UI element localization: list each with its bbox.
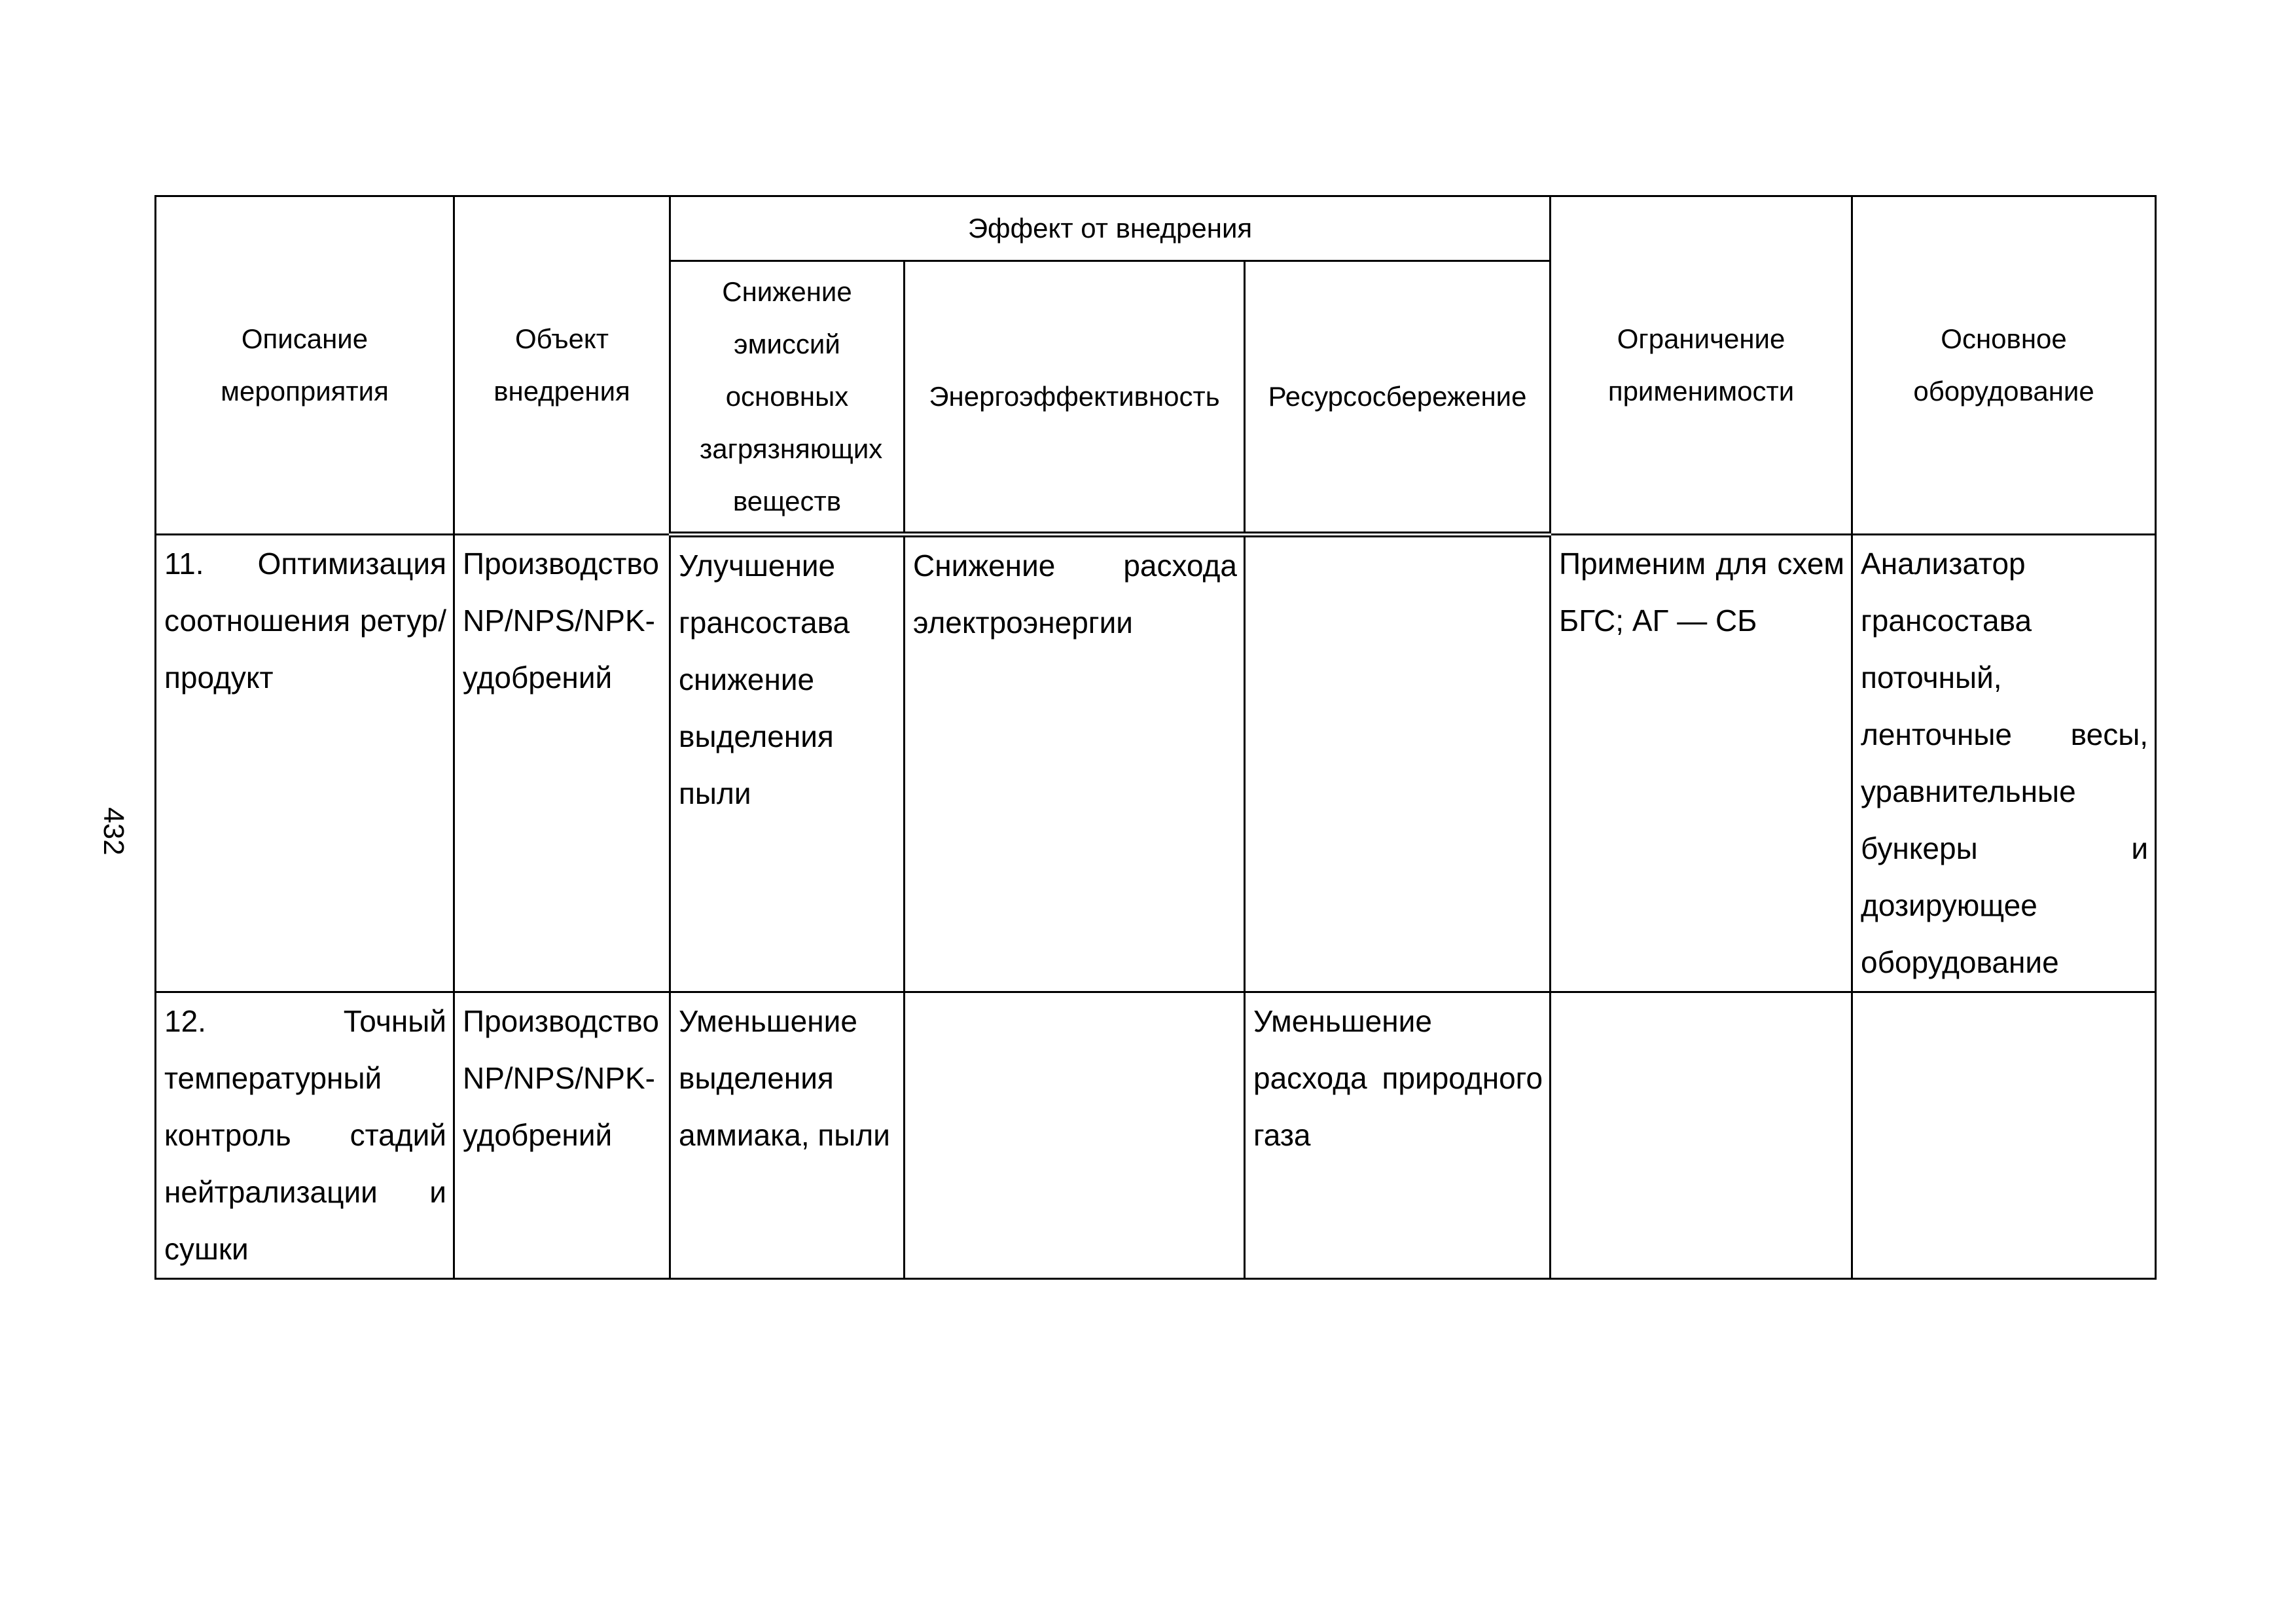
header-energy: Энергоэффективность bbox=[905, 261, 1245, 535]
table-row bbox=[156, 992, 2156, 1279]
header-effect-group: Эффект от внедрения bbox=[670, 196, 1551, 261]
cell-emissions: Уменьшение выделения аммиака, пыли bbox=[670, 992, 905, 1279]
measures-table bbox=[154, 195, 2157, 1280]
cell-resources: Уменьшение расхода природного газа bbox=[1245, 992, 1551, 1279]
header-object: Объект внедрения bbox=[454, 196, 670, 535]
cell-resources bbox=[1245, 535, 1551, 992]
cell-object: Производство NP/NPS/NPK-удобрений bbox=[454, 535, 670, 992]
cell-limitations bbox=[1551, 992, 1852, 1279]
cell-emissions: Улучшение грансостава снижение выделения пыли bbox=[670, 535, 905, 992]
page-number: 432 bbox=[98, 807, 130, 856]
header-equipment: Основное оборудование bbox=[1852, 196, 2156, 535]
cell-description: 11. Оптимизация соотношения ретур/продукт bbox=[156, 535, 454, 992]
cell-equipment bbox=[1852, 992, 2156, 1279]
cell-limitations: Применим для схем БГС; АГ — СБ bbox=[1551, 535, 1852, 992]
table-row bbox=[156, 535, 2156, 992]
cell-energy bbox=[905, 992, 1245, 1279]
cell-description: 12. Точный температурный контроль стадий нейтрализации и сушки bbox=[156, 992, 454, 1279]
header-limitations: Ограничение применимости bbox=[1551, 196, 1852, 535]
cell-object: Производство NP/NPS/NPK-удобрений bbox=[454, 992, 670, 1279]
cell-equipment: Анализатор грансостава поточный, ленточные весы, уравнительные бункеры и дозирующее оборудование bbox=[1852, 535, 2156, 992]
header-resources: Ресурсосбережение bbox=[1245, 261, 1551, 535]
header-row-top bbox=[156, 196, 2156, 261]
header-emissions: Снижение эмиссий основных загрязняющих веществ bbox=[670, 261, 905, 535]
cell-energy: Снижение расхода электроэнергии bbox=[905, 535, 1245, 992]
header-description: Описание мероприятия bbox=[156, 196, 454, 535]
